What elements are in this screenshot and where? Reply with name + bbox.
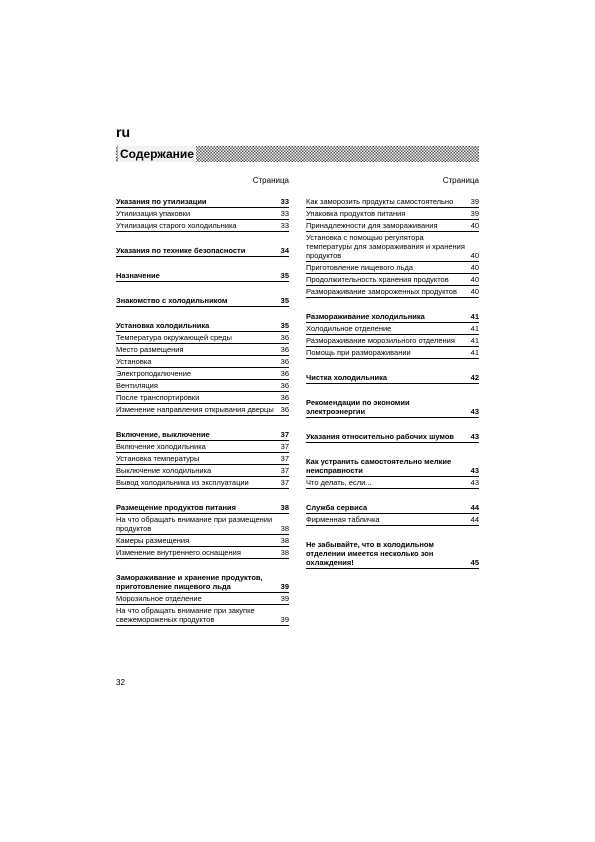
entry-title: Установка xyxy=(116,357,152,366)
toc-section-entry[interactable] xyxy=(116,270,289,282)
toc-entry[interactable] xyxy=(116,332,289,344)
toc-entry[interactable] xyxy=(306,196,479,208)
toc-entry[interactable] xyxy=(306,208,479,220)
entry-page: 43 xyxy=(470,466,479,475)
entry-page: 41 xyxy=(470,348,479,357)
entry-title: После транспортировки xyxy=(116,393,200,402)
toc-section-entry[interactable] xyxy=(306,539,479,569)
entry-page: 39 xyxy=(280,582,289,591)
column-header: Страница xyxy=(442,176,479,185)
entry-title: Продолжительность хранения продуктов xyxy=(306,275,449,284)
entry-title: Изменение внутреннего оснащения xyxy=(116,548,241,557)
entry-page: 40 xyxy=(470,263,479,272)
entry-page: 40 xyxy=(470,275,479,284)
toc-entry[interactable] xyxy=(116,535,289,547)
entry-title: На что обращать внимание при размещении продуктов xyxy=(116,515,273,533)
column-header: Страница xyxy=(252,176,289,185)
toc-entry[interactable] xyxy=(116,593,289,605)
entry-title: Морозильное отделение xyxy=(116,594,202,603)
entry-page: 33 xyxy=(280,221,289,230)
toc-entry[interactable] xyxy=(116,392,289,404)
entry-page: 37 xyxy=(280,478,289,487)
entry-title: Электроподключение xyxy=(116,369,192,378)
entry-page: 38 xyxy=(280,524,289,533)
title-bar xyxy=(116,146,479,162)
toc-entry[interactable] xyxy=(306,335,479,347)
entry-title: Температура окружающей среды xyxy=(116,333,232,342)
entry-title: Рекомендации по экономии электроэнергии xyxy=(306,398,410,416)
toc-entry[interactable] xyxy=(116,356,289,368)
toc-entry[interactable] xyxy=(306,274,479,286)
entry-title: Включение холодильника xyxy=(116,442,206,451)
entry-page: 39 xyxy=(470,197,479,206)
entry-title: Назначение xyxy=(116,271,160,280)
entry-page: 39 xyxy=(470,209,479,218)
entry-page: 38 xyxy=(280,548,289,557)
entry-title: Установка холодильника xyxy=(116,321,210,330)
entry-title: Указания относительно рабочих шумов xyxy=(306,432,455,441)
toc-entry[interactable] xyxy=(116,514,289,535)
entry-page: 37 xyxy=(280,466,289,475)
entry-page: 36 xyxy=(280,393,289,402)
toc-list-right xyxy=(306,196,479,569)
entry-page: 42 xyxy=(470,373,479,382)
toc-entry[interactable] xyxy=(116,547,289,559)
entry-page: 36 xyxy=(280,345,289,354)
entry-page: 36 xyxy=(280,333,289,342)
toc-entry[interactable] xyxy=(116,344,289,356)
entry-title: Размещение продуктов питания xyxy=(116,503,237,512)
entry-page: 38 xyxy=(280,536,289,545)
toc-entry[interactable] xyxy=(306,220,479,232)
entry-page: 43 xyxy=(470,432,479,441)
entry-title: Помощь при размораживании xyxy=(306,348,411,357)
entry-title: Как заморозить продукты самостоятельно xyxy=(306,197,454,206)
entry-page: 37 xyxy=(280,442,289,451)
entry-title: Размораживание морозильного отделения xyxy=(306,336,455,345)
entry-page: 34 xyxy=(280,246,289,255)
entry-title: Размораживание холодильника xyxy=(306,312,425,321)
entry-title: Не забывайте, что в холодильном отделении имеется несколько зон охлаждения! xyxy=(306,540,434,567)
toc-section-entry[interactable] xyxy=(306,502,479,514)
entry-page: 43 xyxy=(470,478,479,487)
toc-section-entry[interactable] xyxy=(116,572,289,593)
toc-entry[interactable] xyxy=(116,441,289,453)
entry-title: Камеры размещения xyxy=(116,536,190,545)
toc-section-entry[interactable] xyxy=(116,196,289,208)
toc-entry[interactable] xyxy=(306,262,479,274)
entry-page: 44 xyxy=(470,515,479,524)
toc-left-column xyxy=(116,176,289,626)
toc-list-left xyxy=(116,196,289,626)
entry-page: 37 xyxy=(280,430,289,439)
toc-entry[interactable] xyxy=(116,465,289,477)
entry-page: 36 xyxy=(280,405,289,414)
entry-title: Установка температуры xyxy=(116,454,200,463)
toc-entry[interactable] xyxy=(306,232,479,262)
toc-section-entry[interactable] xyxy=(306,456,479,477)
entry-page: 40 xyxy=(470,251,479,260)
entry-title: Изменение направления открывания дверцы xyxy=(116,405,274,414)
toc-section-entry[interactable] xyxy=(306,431,479,443)
entry-title: Выключение холодильника xyxy=(116,466,212,475)
entry-page: 35 xyxy=(280,321,289,330)
entry-title: Вентиляция xyxy=(116,381,158,390)
entry-page: 41 xyxy=(470,336,479,345)
entry-page: 40 xyxy=(470,221,479,230)
entry-title: Установка с помощью регулятора температуры для замораживания и хранения продуктов xyxy=(306,233,465,260)
toc-entry[interactable] xyxy=(116,404,289,416)
entry-page: 43 xyxy=(470,407,479,416)
entry-page: 45 xyxy=(470,558,479,567)
entry-page: 35 xyxy=(280,296,289,305)
entry-page: 40 xyxy=(470,287,479,296)
entry-title: На что обращать внимание при закупке свежемороженых продуктов xyxy=(116,606,255,624)
page-number: 32 xyxy=(116,678,125,687)
entry-title: Холодильное отделение xyxy=(306,324,392,333)
toc-section-entry[interactable] xyxy=(116,429,289,441)
entry-page: 39 xyxy=(280,615,289,624)
entry-title: Замораживание и хранение продуктов, приготовление пищевого льда xyxy=(116,573,263,591)
entry-title: Размораживание замороженных продуктов xyxy=(306,287,457,296)
entry-title: Вывод холодильника из эксплуатации xyxy=(116,478,249,487)
toc-section-entry[interactable] xyxy=(306,372,479,384)
toc-section-entry[interactable] xyxy=(116,245,289,257)
entry-title: Указания по технике безопасности xyxy=(116,246,246,255)
entry-page: 37 xyxy=(280,454,289,463)
toc-section-entry[interactable] xyxy=(116,502,289,514)
entry-page: 41 xyxy=(470,312,479,321)
entry-page: 36 xyxy=(280,381,289,390)
entry-page: 41 xyxy=(470,324,479,333)
entry-page: 36 xyxy=(280,369,289,378)
entry-title: Фирменная табличка xyxy=(306,515,380,524)
toc-entry[interactable] xyxy=(116,605,289,626)
toc-entry[interactable] xyxy=(116,477,289,489)
entry-title: Как устранить самостоятельно мелкие неисправности xyxy=(306,457,452,475)
toc-entry[interactable] xyxy=(116,368,289,380)
entry-title: Утилизация упаковки xyxy=(116,209,191,218)
language-code: ru xyxy=(116,124,130,140)
entry-page: 36 xyxy=(280,357,289,366)
toc-section-entry[interactable] xyxy=(116,295,289,307)
toc-entry[interactable] xyxy=(306,286,479,298)
toc-section-entry[interactable] xyxy=(306,397,479,418)
toc-entry[interactable] xyxy=(306,477,479,489)
toc-section-entry[interactable] xyxy=(306,311,479,323)
entry-title: Приготовление пищевого льда xyxy=(306,263,414,272)
toc-section-entry[interactable] xyxy=(116,320,289,332)
entry-page: 35 xyxy=(280,271,289,280)
toc-entry[interactable] xyxy=(116,453,289,465)
entry-page: 39 xyxy=(280,594,289,603)
entry-title: Принадлежности для замораживания xyxy=(306,221,438,230)
entry-title: Указания по утилизации xyxy=(116,197,207,206)
entry-title: Что делать, если... xyxy=(306,478,372,487)
entry-page: 44 xyxy=(470,503,479,512)
entry-title: Служба сервиса xyxy=(306,503,368,512)
toc-right-column xyxy=(306,176,479,569)
entry-title: Чистка холодильника xyxy=(306,373,388,382)
entry-title: Упаковка продуктов питания xyxy=(306,209,406,218)
toc-entry[interactable] xyxy=(306,514,479,526)
entry-page: 33 xyxy=(280,197,289,206)
page-title: Содержание xyxy=(120,147,194,161)
entry-title: Место размещения xyxy=(116,345,184,354)
toc-entry[interactable] xyxy=(116,220,289,232)
entry-page: 33 xyxy=(280,209,289,218)
toc-entry[interactable] xyxy=(306,347,479,359)
entry-page: 38 xyxy=(280,503,289,512)
toc-entry[interactable] xyxy=(306,323,479,335)
toc-entry[interactable] xyxy=(116,208,289,220)
entry-title: Включение, выключение xyxy=(116,430,210,439)
toc-entry[interactable] xyxy=(116,380,289,392)
entry-title: Утилизация старого холодильника xyxy=(116,221,237,230)
entry-title: Знакомство с холодильником xyxy=(116,296,228,305)
